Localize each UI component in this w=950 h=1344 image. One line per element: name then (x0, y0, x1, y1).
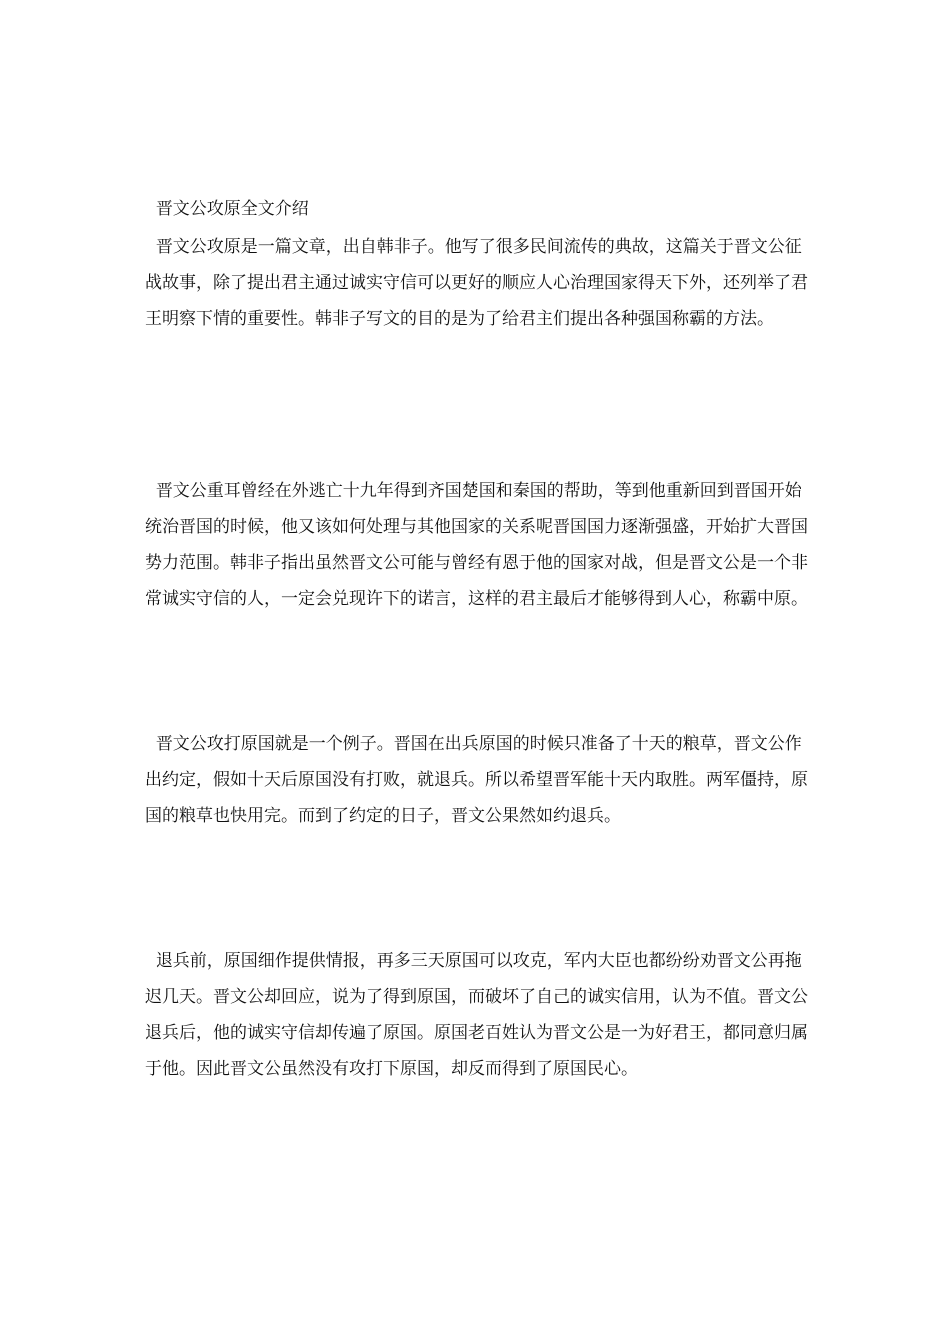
paragraph-4: 退兵前，原国细作提供情报，再多三天原国可以攻克，军内大臣也都纷纷劝晋文公再拖迟几天。晋文公却回应，说为了得到原国，而破坏了自己的诚实信用，认为不值。晋文公退兵后，他的诚实守信却传遍了原国。原国老百姓认为晋文公是一为好君王，都同意归属于他。因此晋文公虽然没有攻打下原国，却反而得到了原国民心。 (145, 951, 808, 1079)
paragraph-3: 晋文公攻打原国就是一个例子。晋国在出兵原国的时候只准备了十天的粮草，晋文公作出约定，假如十天后原国没有打败，就退兵。所以希望晋军能十天内取胜。两军僵持，原国的粮草也快用完。而到了约定的日子，晋文公果然如约退兵。 (145, 734, 808, 826)
document-title: 晋文公攻原全文介绍 (145, 199, 309, 219)
paragraph-1: 晋文公攻原是一篇文章，出自韩非子。他写了很多民间流传的典故，这篇关于晋文公征战故事，除了提出君主通过诚实守信可以更好的顺应人心治理国家得天下外，还列举了君王明察下情的重要性。韩非子写文的目的是为了给君主们提出各种强国称霸的方法。 (145, 237, 808, 329)
paragraph-2: 晋文公重耳曾经在外逃亡十九年得到齐国楚国和秦国的帮助，等到他重新回到晋国开始统治晋国的时候，他又该如何处理与其他国家的关系呢晋国国力逐渐强盛，开始扩大晋国势力范围。韩非子指出虽然晋文公可能与曾经有恩于他的国家对战，但是晋文公是一个非常诚实守信的人，一定会兑现许下的诺言，这样的君主最后才能够得到人心，称霸中原。 (145, 481, 808, 609)
